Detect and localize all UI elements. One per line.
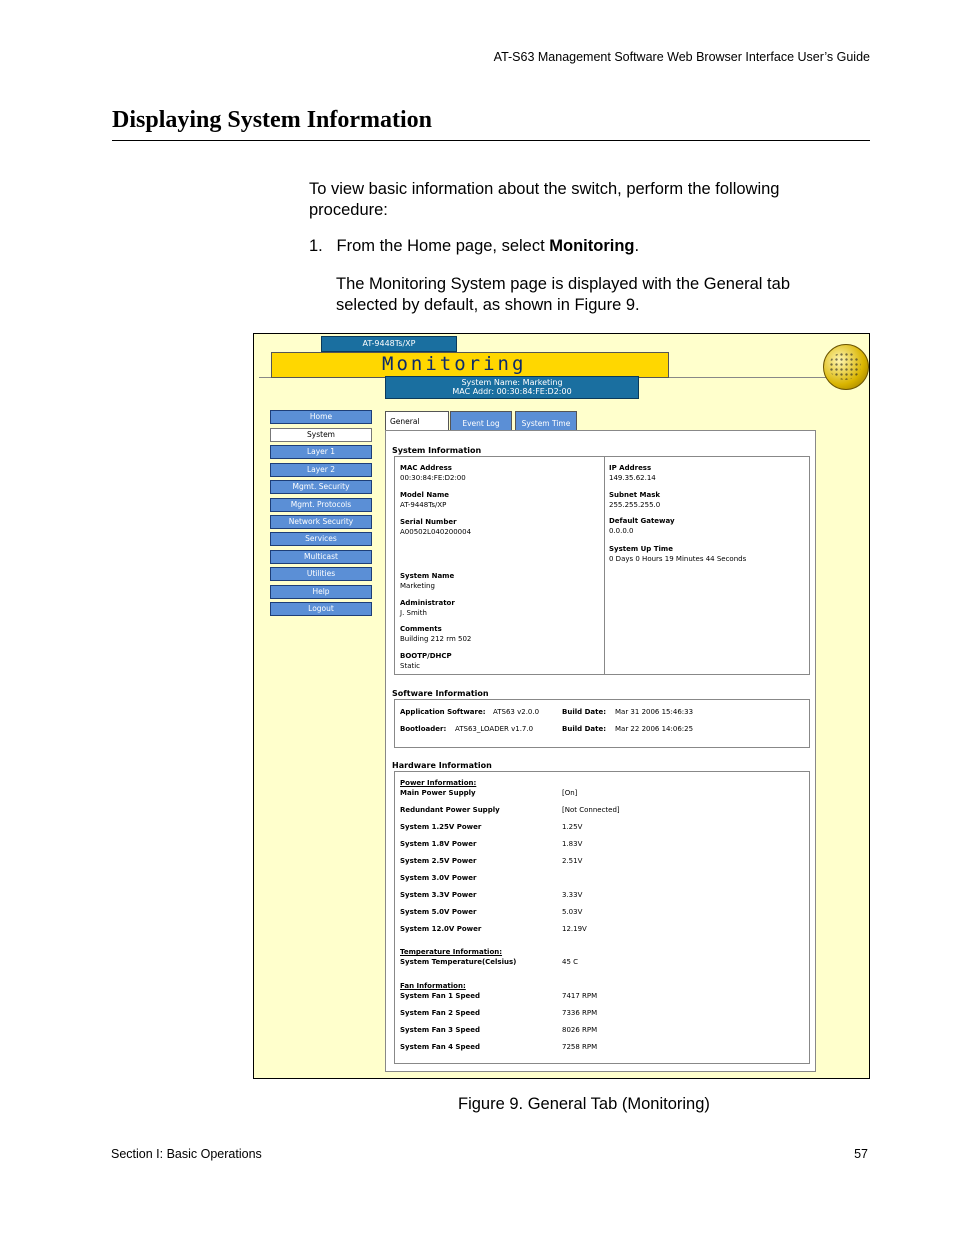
hw-row-value: 7417 RPM <box>562 992 598 1000</box>
system-name-line: System Name: Marketing <box>461 378 563 387</box>
hw-row-label: System 5.0V Power <box>400 908 477 916</box>
nav-logout[interactable]: Logout <box>270 602 372 616</box>
hw-row-value: 1.25V <box>562 823 583 831</box>
subnet-mask-label: Subnet Mask <box>609 491 661 499</box>
system-up-time-value: 0 Days 0 Hours 19 Minutes 44 Seconds <box>609 555 747 563</box>
step-1 <box>309 236 639 257</box>
system-info-title: System Information <box>392 446 482 455</box>
boot-build-date-value: Mar 22 2006 14:06:25 <box>615 725 694 733</box>
hw-row-label: Redundant Power Supply <box>400 806 500 814</box>
hw-row-label: System 3.0V Power <box>400 874 477 882</box>
app-software-label: Application Software: <box>400 708 486 716</box>
model-name-label: Model Name <box>400 491 449 499</box>
step-1-note <box>336 274 790 316</box>
step-1-prefix: 1. From the Home page, select <box>309 237 550 255</box>
ip-address-label: IP Address <box>609 464 652 472</box>
hw-row-value: 1.83V <box>562 840 583 848</box>
mac-address-line: MAC Addr: 00:30:84:FE:D2:00 <box>452 387 572 396</box>
bootloader-label: Bootloader: <box>400 725 447 733</box>
hw-row-value: 3.33V <box>562 891 583 899</box>
app-build-date-label: Build Date: <box>562 708 606 716</box>
system-temperature-value: 45 C <box>562 958 579 966</box>
system-bar <box>385 376 639 399</box>
mac-address-value: 00:30:84:FE:D2:00 <box>400 474 466 482</box>
app-software-value: ATS63 v2.0.0 <box>493 708 540 716</box>
tab-event-log[interactable]: Event Log <box>450 411 512 431</box>
nav-help[interactable]: Help <box>270 585 372 599</box>
heading-rule <box>112 140 870 141</box>
nav-network-security[interactable]: Network Security <box>270 515 372 529</box>
administrator-label: Administrator <box>400 599 455 607</box>
step-1-note-line-1: The Monitoring System page is displayed with the General tab <box>336 275 790 293</box>
system-info-box <box>394 456 810 675</box>
hw-row-value: 7258 RPM <box>562 1043 598 1051</box>
nav-multicast[interactable]: Multicast <box>270 550 372 564</box>
intro-paragraph <box>309 179 779 221</box>
hw-row-label: System Fan 1 Speed <box>400 992 480 1000</box>
software-info-title: Software Information <box>392 689 489 698</box>
software-info-box <box>394 699 810 748</box>
intro-line-1: To view basic information about the switch, perform the following <box>309 180 780 198</box>
hw-row-label: System Fan 4 Speed <box>400 1043 480 1051</box>
serial-number-value: A00502L040200004 <box>400 528 472 536</box>
model-bar: AT-9448Ts/XP <box>321 336 457 352</box>
hw-row-label: System 1.8V Power <box>400 840 477 848</box>
footer-section: Section I: Basic Operations <box>111 1147 262 1161</box>
hw-row-label: System 3.3V Power <box>400 891 477 899</box>
default-gateway-value: 0.0.0.0 <box>609 527 634 535</box>
system-up-time-label: System Up Time <box>609 545 673 553</box>
section-heading: Displaying System Information <box>112 107 433 133</box>
subnet-mask-value: 255.255.255.0 <box>609 501 661 509</box>
hw-row-value: 7336 RPM <box>562 1009 598 1017</box>
hw-row-label: Main Power Supply <box>400 789 476 797</box>
hw-row-label: System Fan 2 Speed <box>400 1009 480 1017</box>
default-gateway-label: Default Gateway <box>609 517 675 525</box>
nav-utilities[interactable]: Utilities <box>270 567 372 581</box>
boot-build-date-label: Build Date: <box>562 725 606 733</box>
bootp-dhcp-value: Static <box>400 662 421 670</box>
tab-system-time[interactable]: System Time <box>515 411 577 431</box>
intro-line-2: procedure: <box>309 201 388 219</box>
nav-system[interactable]: System <box>270 428 372 442</box>
nav-layer-1[interactable]: Layer 1 <box>270 445 372 459</box>
step-1-note-line-2: selected by default, as shown in Figure 9. <box>336 296 640 314</box>
temperature-info-heading: Temperature Information: <box>400 948 503 956</box>
power-info-heading: Power Information: <box>400 779 477 787</box>
comments-label: Comments <box>400 625 442 633</box>
system-name-value: Marketing <box>400 582 435 590</box>
hw-row-value: 8026 RPM <box>562 1026 598 1034</box>
hw-row-value: [Not Connected] <box>562 806 620 814</box>
page-number: 57 <box>854 1147 868 1161</box>
mac-address-label: MAC Address <box>400 464 452 472</box>
model-name-value: AT-9448Ts/XP <box>400 501 447 509</box>
system-temperature-label: System Temperature(Celsius) <box>400 958 517 966</box>
step-1-suffix: . <box>634 237 640 255</box>
hw-row-value: 2.51V <box>562 857 583 865</box>
hardware-info-box <box>394 771 810 1064</box>
figure-caption: Figure 9. General Tab (Monitoring) <box>458 1095 710 1113</box>
page-title: Monitoring <box>382 353 527 375</box>
system-info-divider <box>604 457 605 674</box>
fan-info-heading: Fan Information: <box>400 982 466 990</box>
bootloader-value: ATS63_LOADER v1.7.0 <box>455 725 534 733</box>
administrator-value: J. Smith <box>400 609 427 617</box>
running-header: AT-S63 Management Software Web Browser Interface User’s Guide <box>493 50 870 64</box>
bootp-dhcp-label: BOOTP/DHCP <box>400 652 452 660</box>
serial-number-label: Serial Number <box>400 518 457 526</box>
hw-row-label: System Fan 3 Speed <box>400 1026 480 1034</box>
app-build-date-value: Mar 31 2006 15:46:33 <box>615 708 694 716</box>
tab-general[interactable]: General <box>385 411 449 431</box>
hw-row-label: System 2.5V Power <box>400 857 477 865</box>
system-name-label: System Name <box>400 572 455 580</box>
hw-row-label: System 1.25V Power <box>400 823 482 831</box>
content-panel <box>385 430 816 1072</box>
hw-row-label: System 12.0V Power <box>400 925 482 933</box>
nav-services[interactable]: Services <box>270 532 372 546</box>
globe-pattern <box>829 352 861 380</box>
step-1-bold: Monitoring <box>549 237 635 255</box>
nav-home[interactable]: Home <box>270 410 372 424</box>
figure-screenshot <box>253 333 870 1079</box>
hw-row-value: 5.03V <box>562 908 583 916</box>
hw-row-value: [On] <box>562 789 578 797</box>
nav-mgmt-protocols[interactable]: Mgmt. Protocols <box>270 498 372 512</box>
nav-layer-2[interactable]: Layer 2 <box>270 463 372 477</box>
nav-mgmt-security[interactable]: Mgmt. Security <box>270 480 372 494</box>
ip-address-value: 149.35.62.14 <box>609 474 656 482</box>
hardware-info-title: Hardware Information <box>392 761 492 770</box>
hw-row-value: 12.19V <box>562 925 587 933</box>
comments-value: Building 212 rm 502 <box>400 635 472 643</box>
